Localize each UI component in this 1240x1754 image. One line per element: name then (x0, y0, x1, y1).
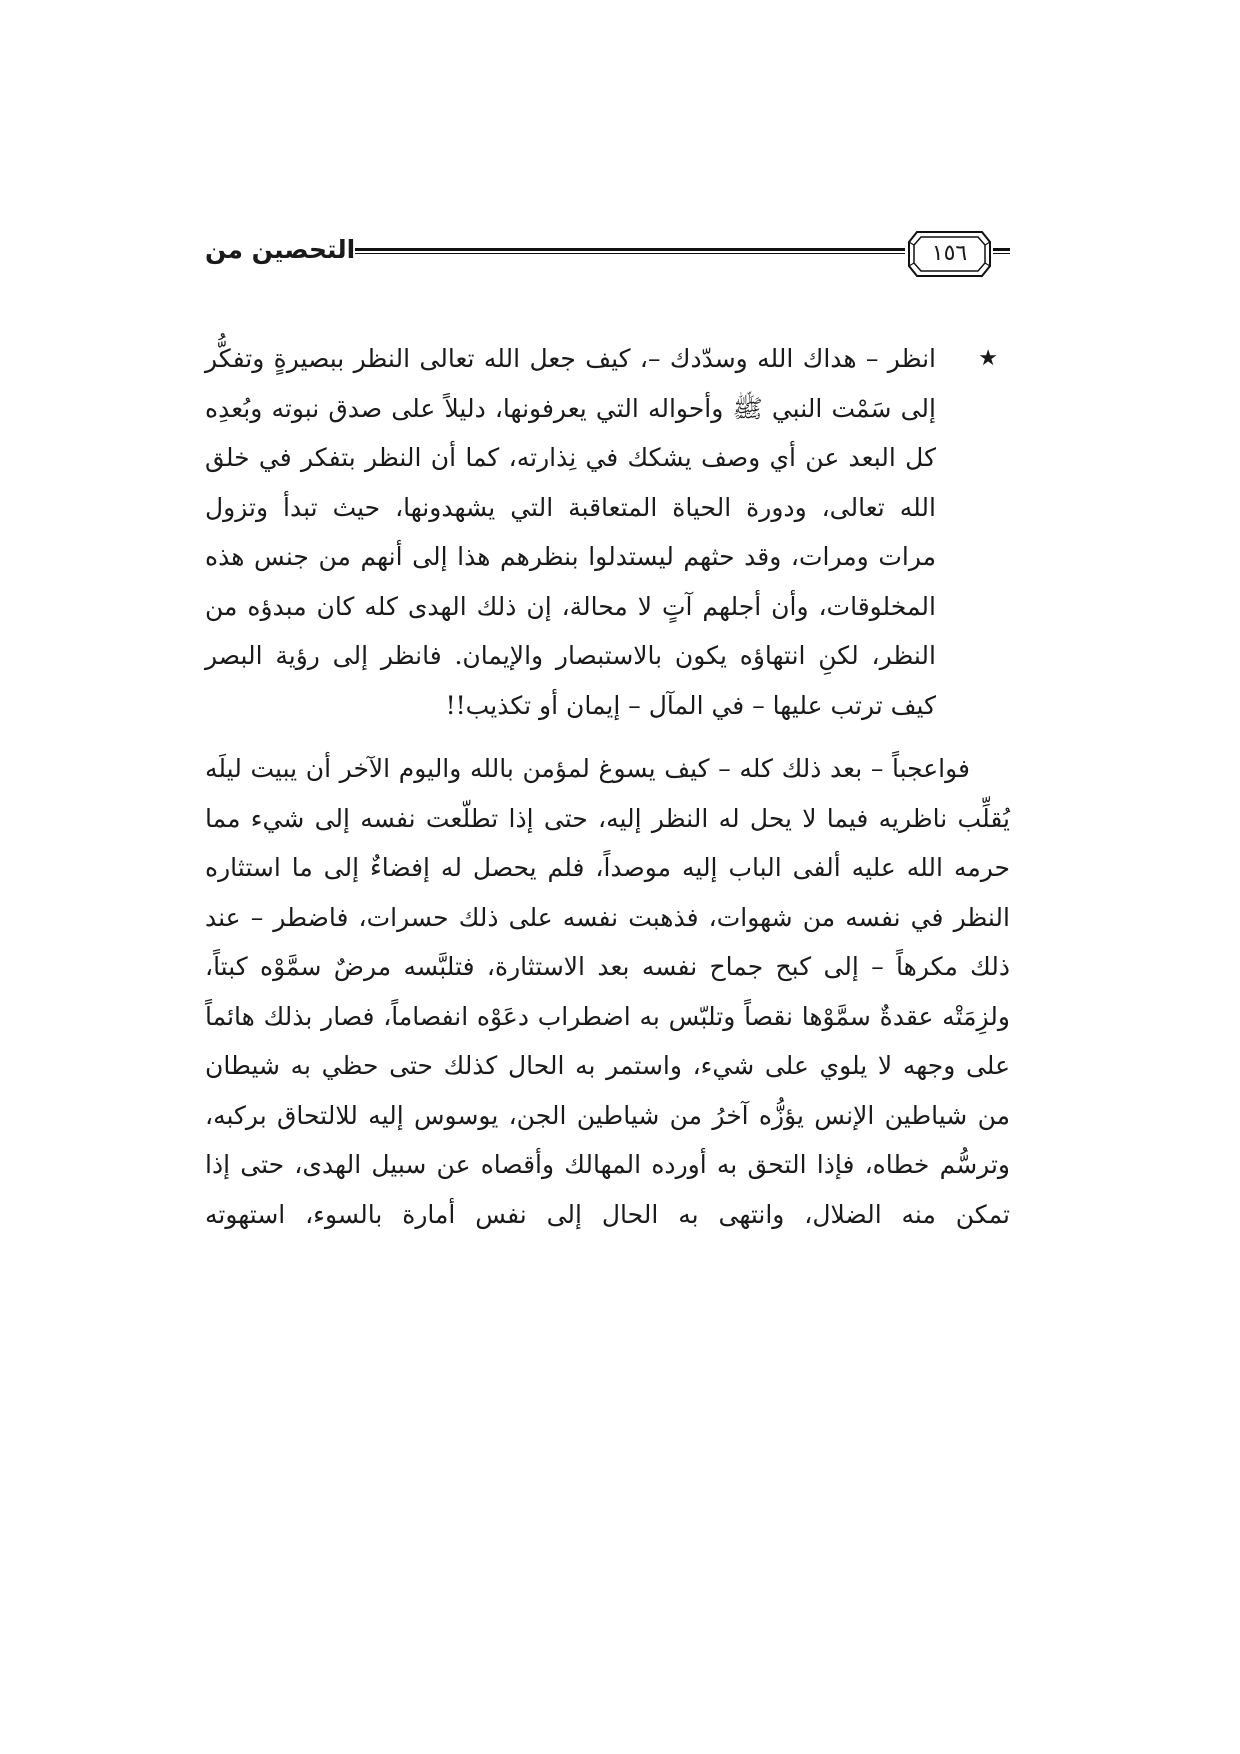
page-number-badge (907, 228, 992, 280)
star-bullet-icon: ★ (978, 346, 998, 371)
header-rule-right (993, 248, 1010, 254)
page-body (205, 334, 1010, 1239)
bullet-item (205, 334, 1010, 730)
running-header (205, 228, 1010, 280)
header-rule-left (355, 248, 905, 254)
page-number: ١٥٦ (931, 241, 968, 266)
bullet-text: انظر – هداك الله وسدّدك –، كيف جعل الله تعالى النظر ببصيرةٍ وتفكُّر إلى سَمْت النبي ﷺ وأحواله التي يعرفونها، دليلاً على صدق نبوته وبُعدِه كل البعد عن أي وصف يشكك في نِذارته، كما أن النظر بتفكر في خلق الله تعالى، ودورة الحياة المتعاقبة التي يشهدونها، حيث تبدأ وتزول مرات ومرات، وقد حثهم ليستدلوا بنظرهم هذا إلى أنهم من جنس هذه المخلوقات، وأن أجلهم آتٍ لا محالة، إن ذلك الهدى كله كان مبدؤه من النظر، لكنِ انتهاؤه يكون بالاستبصار والإيمان. فانظر إلى رؤية البصر كيف ترتب عليها – في المآل – إيمان أو تكذيب!! (205, 344, 936, 720)
running-header-title: التحصين من (205, 235, 356, 264)
body-paragraph: فواعجباً – بعد ذلك كله – كيف يسوغ لمؤمن بالله واليوم الآخر أن يبيت ليلَه يُقلِّب ناظريه فيما لا يحل له النظر إليه، حتى إذا تطلّعت نفسه إلى شيء مما حرمه الله عليه ألفى الباب إليه موصداً، فلم يحصل له إفضاءٌ إلى ما استثاره النظر في نفسه من شهوات، فذهبت نفسه على ذلك حسرات، فاضطر – عند ذلك مكرهاً – إلى كبح جماح نفسه بعد الاستثارة، فتلبَّسه مرضٌ سمَّوْه كبتاً، ولزِمَتْه عقدةٌ سمَّوْها نقصاً وتلبّس به اضطراب دعَوْه انفصاماً، فصار بذلك هائماً على وجهه لا يلوي على شيء، واستمر به الحال كذلك حتى حظي به شيطان من شياطين الإنس يؤزُّه آخرُ من شياطين الجن، يوسوس إليه للالتحاق بركبه، وترسُّم خطاه، فإذا التحق به أورده المهالك وأقصاه عن سبيل الهدى، حتى إذا تمكن منه الضلال، وانتهى به الحال إلى نفس أمارة بالسوء، استهوته (205, 754, 1010, 1229)
